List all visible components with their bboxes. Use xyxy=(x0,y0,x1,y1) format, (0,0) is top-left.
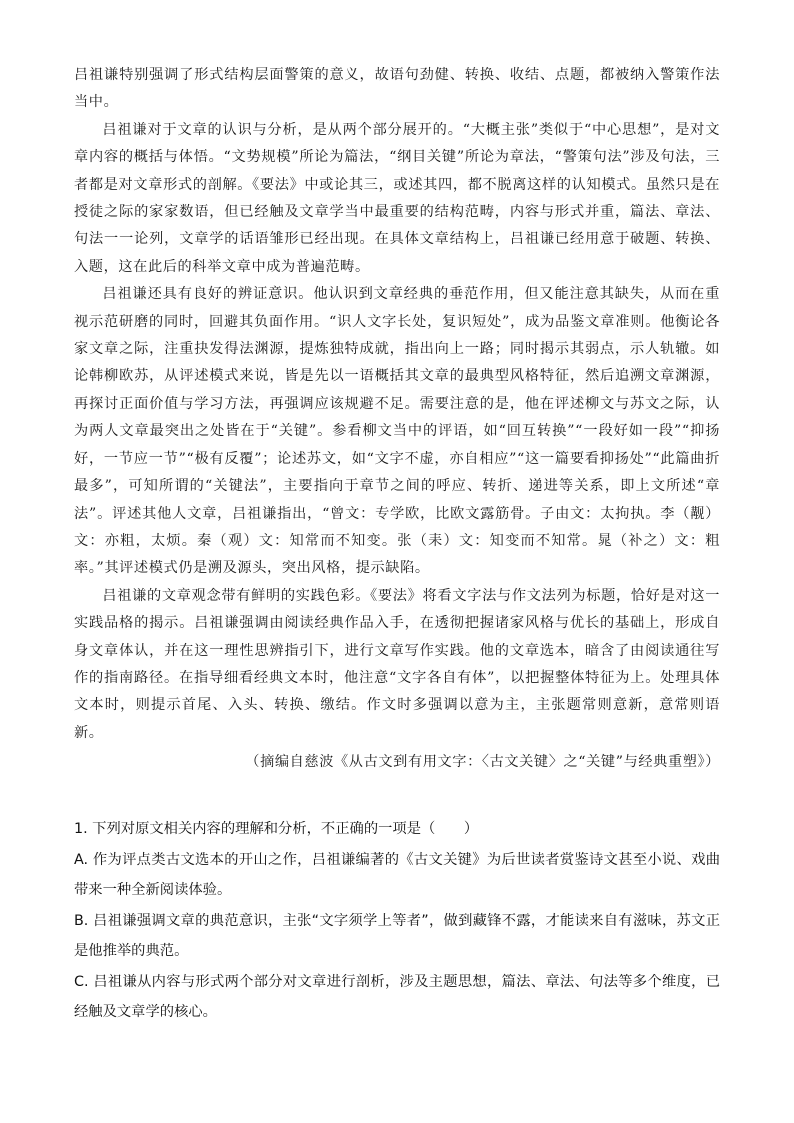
option-c: C. 吕祖谦从内容与形式两个部分对文章进行剖析，涉及主题思想，篇法、章法、句法等多个维度，已经触及文章学的核心。 xyxy=(74,973,720,1020)
reading-passage xyxy=(74,62,720,777)
passage-paragraph-1: 吕祖谦特别强调了形式结构层面警策的意义，故语句劲健、转换、收结、点题，都被纳入警策作法当中。 xyxy=(74,67,720,111)
question-stem: 1. 下列对原文相关内容的理解和分析，不正确的一项是（ ） xyxy=(74,821,479,837)
option-a: A. 作为评点类古文选本的开山之作，吕祖谦编著的《古文关键》为后世读者赏鉴诗文甚至小说、戏曲带来一种全新阅读体验。 xyxy=(74,851,720,898)
option-b: B. 吕祖谦强调文章的典范意识，主张“文字须学上等者”，做到藏锋不露，才能读来自有滋味，苏文正是他推举的典范。 xyxy=(74,912,720,959)
question-block xyxy=(74,814,720,1028)
passage-paragraph-3: 吕祖谦还具有良好的辨证意识。他认识到文章经典的垂范作用，但又能注意其缺失，从而在重视示范研磨的同时，回避其负面作用。“识人文字长处，复识短处”，成为品鉴文章准则。他衡论各家文章之际，注重抉发得法渊源，提炼独特成就，指出向上一路；同时揭示其弱点，示人轨辙。如论韩柳欧苏，从评述模式来说，皆是先以一语概括其文章的最典型风格特征，然后追溯文章渊源，再探讨正面价值与学习方法，再强调应该规避不足。需要注意的是，他在评述柳文与苏文之际，认为两人文章最突出之处皆在于“关键”。参看柳文当中的评语，如“回互转换”“一段好如一段”“抑扬好，一节应一节”“极有反覆”；论述苏文，如“文字不虚，亦自相应”“这一篇要看抑扬处”“此篇曲折最多”，可知所谓的“关键法”，主要指向于章节之间的呼应、转折、递进等关系，即上文所述“章法”。评述其他人文章，吕祖谦指出，“曾文：专学欧，比欧文露筋骨。子由文：太拘执。李（觏）文：亦粗，太烦。秦（观）文：知常而不知变。张（耒）文：知变而不知常。晁（补之）文：粗率。”其评述模式仍是溯及源头，突出风格，提示缺陷。 xyxy=(74,286,720,577)
passage-source: （摘编自慈波《从古文到有用文字：〈古文关键〉之“关键”与经典重塑》） xyxy=(245,754,720,771)
passage-paragraph-4: 吕祖谦的文章观念带有鲜明的实践色彩。《要法》将看文字法与作文法列为标题，恰好是对这一实践品格的揭示。吕祖谦强调由阅读经典作品入手，在透彻把握诸家风格与优长的基础上，形成自身文章体认，并在这一理性思辨指引下，进行文章写作实践。他的文章选本，暗含了由阅读通往写作的指南路径。在指导细看经典文本时，他注意“文字各自有体”，以把握整体特征为上。处理具体文本时，则提示首尾、入头、转换、缴结。作文时多强调以意为主，主张题常则意新，意常则语新。 xyxy=(74,587,720,741)
passage-paragraph-2: 吕祖谦对于文章的认识与分析，是从两个部分展开的。“大概主张”类似于“中心思想”，是对文章内容的概括与体悟。“文势规模”所论为篇法，“纲目关键”所论为章法，“警策句法”涉及句法，三者都是对文章形式的剖解。《要法》中或论其三，或述其四，都不脱离这样的认知模式。虽然只是在授徒之际的家家数语，但已经触及文章学当中最重要的结构范畴，内容与形式并重，篇法、章法、句法一一论列，文章学的话语雏形已经出现。在具体文章结构上，吕祖谦已经用意于破题、转换、入题，这在此后的科举文章中成为普遍范畴。 xyxy=(74,121,720,275)
